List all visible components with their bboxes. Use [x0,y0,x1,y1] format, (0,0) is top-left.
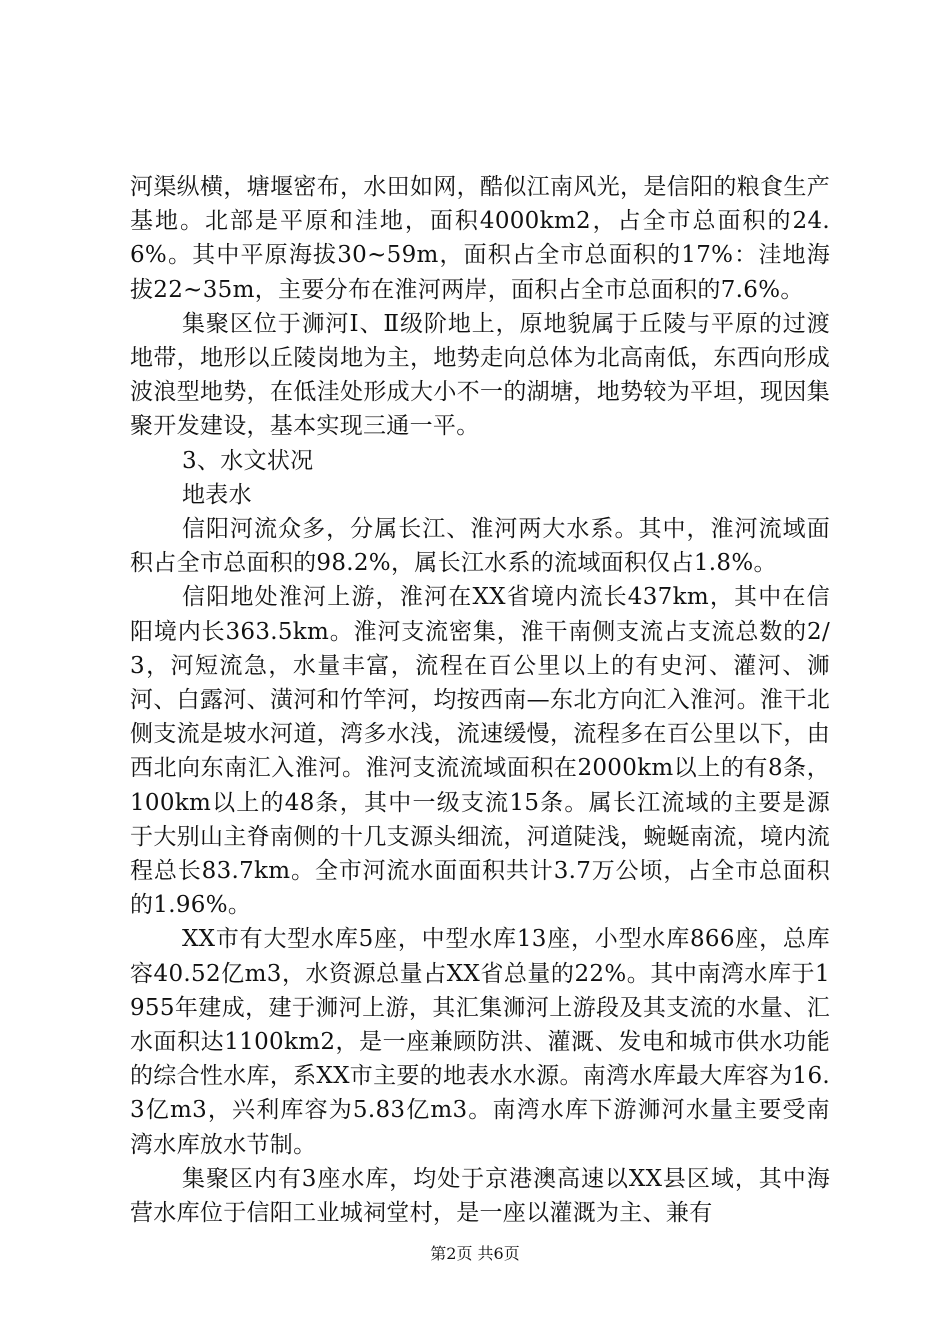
document-body [130,170,830,1227]
paragraph-2: 集聚区位于浉河Ⅰ、Ⅱ级阶地上，原地貌属于丘陵与平原的过渡地带，地形以丘陵岗地为主，地势走向总体为北高南低，东西向形成波浪型地势，在低洼处形成大小不一的湖塘，地势较为平坦，现因集聚开发建设，基本实现三通一平。 [130,310,830,440]
section-heading-hydrology: 3、水文状况 [182,447,314,474]
page-number-footer: 第2页 共6页 [430,1244,520,1263]
paragraph-4: 信阳地处淮河上游，淮河在XX省境内流长437km，其中在信阳境内长363.5km。淮河支流密集，淮干南侧支流占支流总数的2/3，河短流急，水量丰富，流程在百公里以上的有史河、灌河、浉河、白露河、潢河和竹竿河，均按西南—东北方向汇入淮河。淮干北侧支流是坡水河道，湾多水浅，流速缓慢，流程多在百公里以下，由西北向东南汇入淮河。淮河支流流域面积在2000km以上的有8条，100km以上的48条，其中一级支流15条。属长江流域的主要是源于大别山主脊南侧的十几支源头细流，河道陡浅，蜿蜒南流，境内流程总长83.7km。全市河流水面面积共计3.7万公顷，占全市总面积的1.96%。 [130,584,830,919]
paragraph-3: 信阳河流众多，分属长江、淮河两大水系。其中，淮河流域面积占全市总面积的98.2%，属长江水系的流域面积仅占1.8%。 [130,516,830,577]
paragraph-5: XX市有大型水库5座，中型水库13座，小型水库866座，总库容40.52亿m3，水资源总量占XX省总量的22%。其中南湾水库于1955年建成，建于浉河上游，其汇集浉河上游段及其支流的水量、汇水面积达1100km2，是一座兼顾防洪、灌溉、发电和城市供水功能的综合性水库，系XX市主要的地表水水源。南湾水库最大库容为16.3亿m3，兴利库容为5.83亿m3。南湾水库下游浉河水量主要受南湾水库放水节制。 [130,926,830,1158]
subheading-surface-water: 地表水 [182,481,252,508]
paragraph-6: 集聚区内有3座水库，均处于京港澳高速以XX县区域，其中海营水库位于信阳工业城祠堂村，是一座以灌溉为主、兼有 [130,1165,830,1227]
paragraph-1: 河渠纵横，塘堰密布，水田如网，酷似江南风光，是信阳的粮食生产基地。北部是平原和洼地，面积4000km2，占全市总面积的24.6%。其中平原海拔30~59m，面积占全市总面积的17%：洼地海拔22~35m，主要分布在淮河两岸，面积占全市总面积的7.6%。 [130,174,830,303]
